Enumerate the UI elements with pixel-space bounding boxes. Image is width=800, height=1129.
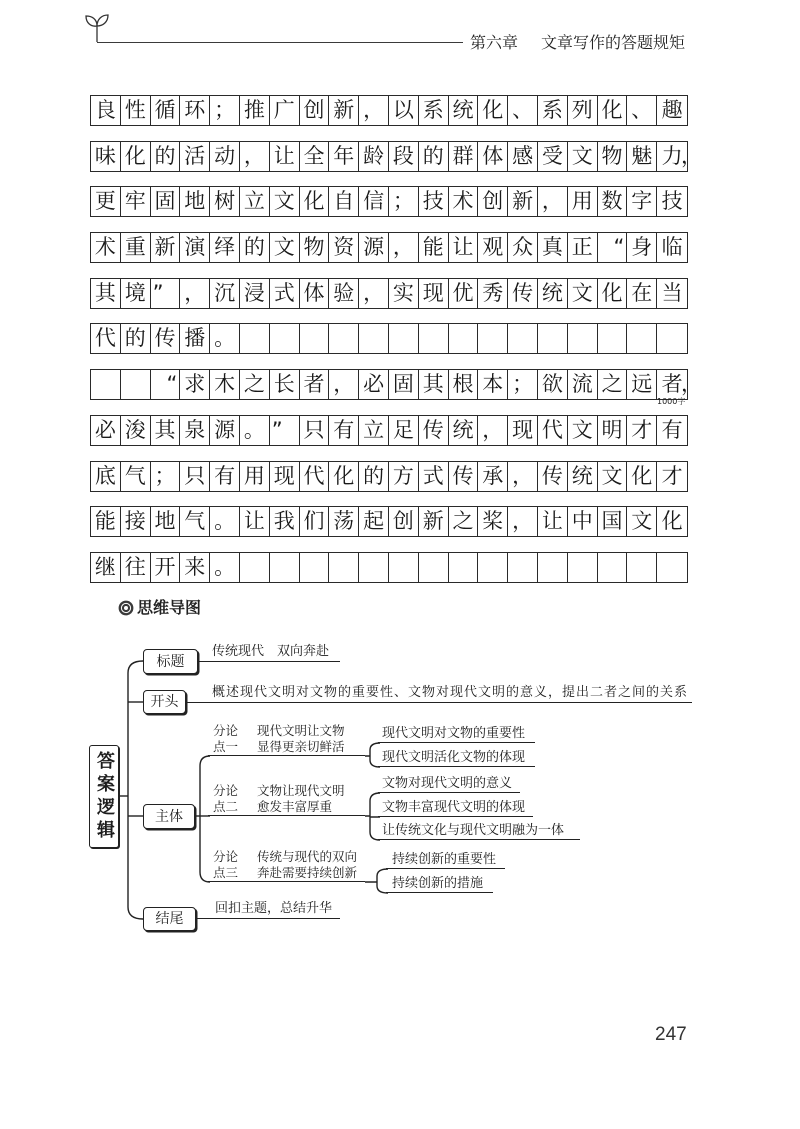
point-description: 奔赴需要持续创新 bbox=[257, 865, 358, 880]
grid-cell: 来 bbox=[180, 553, 210, 582]
grid-cell: 数 bbox=[598, 187, 628, 216]
grid-cell: 播 bbox=[180, 324, 210, 353]
grid-cell: 统 bbox=[568, 462, 598, 491]
grid-cell: ， bbox=[359, 279, 389, 308]
grid-cell: 足 bbox=[389, 416, 419, 445]
grid-cell: 自 bbox=[329, 187, 359, 216]
grid-cell bbox=[300, 324, 330, 353]
grid-cell: 推 bbox=[240, 96, 270, 125]
branch-text-title: 传统现代 双向奔赴 bbox=[198, 643, 340, 662]
point-3-bracket bbox=[365, 869, 388, 893]
grid-cell: 浚 bbox=[121, 416, 151, 445]
grid-cell: 能 bbox=[91, 507, 121, 536]
grid-cell: 式 bbox=[270, 279, 300, 308]
grid-cell: 开 bbox=[151, 553, 181, 582]
grid-cell: 国 bbox=[598, 507, 628, 536]
grid-cell: 传 bbox=[449, 462, 479, 491]
grid-cell bbox=[449, 324, 479, 353]
grid-cell: 有 bbox=[210, 462, 240, 491]
branch-box-body: 主体 bbox=[143, 804, 195, 829]
chapter-number: 第六章 bbox=[470, 33, 519, 52]
grid-cell: 创 bbox=[300, 96, 330, 125]
grid-cell: 的 bbox=[419, 142, 449, 171]
point-tag: 分论 bbox=[213, 723, 239, 738]
grid-cell bbox=[419, 324, 449, 353]
grid-cell: 的 bbox=[151, 142, 181, 171]
grid-cell: 欲 bbox=[538, 370, 568, 399]
grid-cell: 让 bbox=[240, 507, 270, 536]
grid-cell: 文 bbox=[568, 416, 598, 445]
mindmap-root-box bbox=[89, 745, 119, 848]
grid-cell: 绎 bbox=[210, 233, 240, 262]
grid-cell: 长 bbox=[270, 370, 300, 399]
grid-cell: 地 bbox=[151, 507, 181, 536]
grid-row bbox=[90, 369, 702, 400]
grid-cell: 其 bbox=[151, 416, 181, 445]
point-description: 愈发丰富厚重 bbox=[257, 799, 333, 814]
grid-cell: 感 bbox=[508, 142, 538, 171]
grid-row bbox=[90, 95, 688, 126]
grid-cell: 中 bbox=[568, 507, 598, 536]
grid-cell: ， bbox=[389, 233, 419, 262]
grid-cell: 力 bbox=[661, 143, 683, 168]
grid-cell: 。 bbox=[210, 324, 240, 353]
grid-cell: ； bbox=[210, 96, 240, 125]
grid-cell: 方 bbox=[389, 462, 419, 491]
grid-cell: 体 bbox=[478, 142, 508, 171]
grid-cell: 流 bbox=[568, 370, 598, 399]
grid-row bbox=[90, 461, 688, 492]
grid-cell: 新 bbox=[329, 96, 359, 125]
grid-cell: 术 bbox=[449, 187, 479, 216]
grid-cell: 、 bbox=[508, 96, 538, 125]
sprout-icon bbox=[84, 10, 110, 44]
hanging-punctuation: ， bbox=[681, 143, 702, 168]
grid-cell: 活 bbox=[180, 142, 210, 171]
grid-cell: 境 bbox=[121, 279, 151, 308]
grid-cell: 资 bbox=[329, 233, 359, 262]
branch-text-opening: 概述现代文明对文物的重要性、文物对现代文明的意义，提出二者之间的关系 bbox=[186, 684, 692, 703]
grid-cell: 我 bbox=[270, 507, 300, 536]
grid-cell: 秀 bbox=[478, 279, 508, 308]
grid-cell bbox=[270, 324, 300, 353]
grid-cell: 系 bbox=[538, 96, 568, 125]
grid-cell: 验 bbox=[329, 279, 359, 308]
grid-row bbox=[90, 415, 688, 446]
grid-cell: 统 bbox=[449, 416, 479, 445]
grid-cell: 必 bbox=[91, 416, 121, 445]
grid-cell: ； bbox=[151, 462, 181, 491]
grid-cell: 接 bbox=[121, 507, 151, 536]
grid-cell: 物 bbox=[598, 142, 628, 171]
grid-cell bbox=[568, 553, 598, 582]
circle-emblem-icon bbox=[118, 600, 134, 616]
grid-cell: ， bbox=[508, 507, 538, 536]
grid-cell: 化 bbox=[598, 96, 628, 125]
grid-cell: ， bbox=[359, 96, 389, 125]
running-header bbox=[470, 33, 685, 53]
grid-cell: 木 bbox=[210, 370, 240, 399]
grid-cell bbox=[627, 324, 657, 353]
grid-cell: 物 bbox=[300, 233, 330, 262]
grid-cell bbox=[538, 324, 568, 353]
grid-cell bbox=[478, 553, 508, 582]
grid-cell: 性 bbox=[121, 96, 151, 125]
header-rule bbox=[97, 42, 463, 43]
grid-cell: ； bbox=[389, 187, 419, 216]
grid-cell: 优 bbox=[449, 279, 479, 308]
grid-cell: ” bbox=[151, 279, 181, 308]
grid-cell: 桨 bbox=[478, 507, 508, 536]
hanging-punctuation: ， bbox=[681, 372, 702, 397]
grid-cell: 。 bbox=[240, 416, 270, 445]
grid-cell: 重 bbox=[121, 233, 151, 262]
grid-cell: 信 bbox=[359, 187, 389, 216]
grid-cell: 化 bbox=[478, 96, 508, 125]
point-description: 显得更亲切鲜活 bbox=[257, 739, 345, 754]
grid-cell bbox=[389, 324, 419, 353]
grid-row bbox=[90, 506, 688, 537]
grid-cell: ， bbox=[508, 462, 538, 491]
grid-cell: 用 bbox=[568, 187, 598, 216]
grid-cell: 在 bbox=[627, 279, 657, 308]
grid-cell: 文 bbox=[568, 279, 598, 308]
grid-cell: 以 bbox=[389, 96, 419, 125]
grid-cell: 用 bbox=[240, 462, 270, 491]
grid-cell: 之 bbox=[240, 370, 270, 399]
grid-cell: 术 bbox=[91, 233, 121, 262]
grid-cell: 化 bbox=[661, 509, 683, 534]
grid-cell: 泉 bbox=[180, 416, 210, 445]
grid-cell: 环 bbox=[180, 96, 210, 125]
grid-cell: 魅 bbox=[627, 142, 657, 171]
point-tag: 点一 bbox=[213, 739, 239, 754]
grid-cell: 。 bbox=[210, 553, 240, 582]
essay-grid bbox=[90, 95, 702, 583]
grid-cell: 传 bbox=[419, 416, 449, 445]
body-point-3 bbox=[208, 847, 365, 882]
mindmap-heading: 思维导图 bbox=[137, 598, 202, 617]
grid-cell: “ bbox=[151, 370, 181, 399]
grid-cell bbox=[359, 324, 389, 353]
grid-cell: ； bbox=[508, 370, 538, 399]
grid-cell: 系 bbox=[419, 96, 449, 125]
grid-cell bbox=[419, 553, 449, 582]
grid-cell bbox=[121, 370, 151, 399]
grid-row bbox=[90, 232, 688, 263]
grid-cell: 的 bbox=[359, 462, 389, 491]
grid-cell bbox=[270, 553, 300, 582]
grid-cell: 创 bbox=[389, 507, 419, 536]
grid-cell: 传 bbox=[151, 324, 181, 353]
grid-cell: 传 bbox=[538, 462, 568, 491]
grid-cell: ， bbox=[329, 370, 359, 399]
grid-cell: 其 bbox=[91, 279, 121, 308]
point-description: 文物让现代文明 bbox=[257, 783, 345, 798]
grid-cell: 其 bbox=[419, 370, 449, 399]
point-2-item: 让传统文化与现代文明融为一体 bbox=[378, 823, 580, 840]
grid-cell bbox=[478, 324, 508, 353]
grid-cell bbox=[449, 553, 479, 582]
grid-cell: 全 bbox=[300, 142, 330, 171]
point-3-item: 持续创新的措施 bbox=[386, 876, 493, 893]
grid-cell: 真 bbox=[538, 233, 568, 262]
grid-cell: 的 bbox=[121, 324, 151, 353]
grid-cell: 现 bbox=[419, 279, 449, 308]
grid-cell: 化 bbox=[121, 142, 151, 171]
grid-cell: 新 bbox=[508, 187, 538, 216]
grid-cell: 让 bbox=[449, 233, 479, 262]
grid-cell: 文 bbox=[627, 507, 657, 536]
grid-cell: 当 bbox=[661, 280, 683, 305]
grid-cell bbox=[657, 324, 687, 353]
grid-row bbox=[90, 141, 702, 172]
grid-cell bbox=[329, 324, 359, 353]
grid-cell: 们 bbox=[300, 507, 330, 536]
grid-cell: 者 bbox=[300, 370, 330, 399]
grid-cell: 只 bbox=[300, 416, 330, 445]
grid-cell: 地 bbox=[180, 187, 210, 216]
grid-cell: 演 bbox=[180, 233, 210, 262]
grid-cell: 源 bbox=[210, 416, 240, 445]
grid-cell bbox=[91, 370, 121, 399]
main-bracket bbox=[128, 661, 143, 919]
grid-cell: 广 bbox=[270, 96, 300, 125]
grid-cell: 技 bbox=[661, 189, 683, 214]
grid-cell: 统 bbox=[449, 96, 479, 125]
grid-cell bbox=[508, 553, 538, 582]
branch-box-opening: 开头 bbox=[143, 690, 186, 714]
grid-cell: 现 bbox=[508, 416, 538, 445]
grid-cell: 身 bbox=[627, 233, 657, 262]
grid-cell: 新 bbox=[419, 507, 449, 536]
grid-cell: 立 bbox=[359, 416, 389, 445]
grid-cell bbox=[329, 553, 359, 582]
grid-cell: 根 bbox=[449, 370, 479, 399]
grid-cell bbox=[598, 324, 628, 353]
grid-cell: 现 bbox=[270, 462, 300, 491]
grid-cell: 新 bbox=[151, 233, 181, 262]
grid-cell: 文 bbox=[568, 142, 598, 171]
grid-cell: 段 bbox=[389, 142, 419, 171]
grid-cell: 沉 bbox=[210, 279, 240, 308]
chapter-title: 文章写作的答题规矩 bbox=[541, 33, 686, 52]
grid-cell: 求 bbox=[180, 370, 210, 399]
grid-cell: 正 bbox=[568, 233, 598, 262]
grid-cell: 之 bbox=[598, 370, 628, 399]
grid-cell: 有 bbox=[329, 416, 359, 445]
grid-row bbox=[90, 323, 688, 354]
grid-cell: 众 bbox=[508, 233, 538, 262]
grid-cell: 临 bbox=[661, 235, 683, 260]
grid-cell: 远 bbox=[627, 370, 657, 399]
branch-text-ending: 回扣主题，总结升华 bbox=[196, 900, 340, 919]
grid-cell: 字 bbox=[627, 187, 657, 216]
grid-cell: 让 bbox=[270, 142, 300, 171]
grid-cell: 年 bbox=[329, 142, 359, 171]
grid-cell bbox=[627, 553, 657, 582]
grid-cell: 有 bbox=[661, 417, 683, 442]
grid-cell: 气 bbox=[180, 507, 210, 536]
grid-cell: 化 bbox=[627, 462, 657, 491]
grid-cell: 文 bbox=[598, 462, 628, 491]
grid-cell: 明 bbox=[598, 416, 628, 445]
grid-cell: 代 bbox=[300, 462, 330, 491]
grid-cell bbox=[598, 553, 628, 582]
branch-box-ending: 结尾 bbox=[143, 907, 196, 931]
body-point-2 bbox=[208, 781, 365, 816]
point-tag: 点二 bbox=[213, 799, 239, 814]
grid-cell: 之 bbox=[449, 507, 479, 536]
grid-cell bbox=[568, 324, 598, 353]
grid-cell: 继 bbox=[91, 553, 121, 582]
grid-cell: 的 bbox=[240, 233, 270, 262]
grid-cell: 牢 bbox=[121, 187, 151, 216]
grid-cell: 更 bbox=[91, 187, 121, 216]
grid-row bbox=[90, 552, 688, 583]
grid-cell bbox=[359, 553, 389, 582]
grid-cell: ， bbox=[538, 187, 568, 216]
page-number: 247 bbox=[655, 1024, 687, 1045]
grid-cell: ， bbox=[478, 416, 508, 445]
grid-row bbox=[90, 186, 688, 217]
point-1-item: 现代文明对文物的重要性 bbox=[378, 726, 535, 743]
grid-cell: 化 bbox=[598, 279, 628, 308]
grid-cell: 循 bbox=[151, 96, 181, 125]
point-1-item: 现代文明活化文物的体现 bbox=[378, 750, 535, 767]
grid-cell: 才 bbox=[627, 416, 657, 445]
grid-cell: 能 bbox=[419, 233, 449, 262]
grid-cell: 代 bbox=[538, 416, 568, 445]
grid-cell: 观 bbox=[478, 233, 508, 262]
grid-cell: 只 bbox=[180, 462, 210, 491]
grid-cell bbox=[240, 324, 270, 353]
grid-cell: 立 bbox=[240, 187, 270, 216]
grid-cell bbox=[389, 553, 419, 582]
grid-cell: 创 bbox=[478, 187, 508, 216]
grid-cell: 者 bbox=[661, 372, 683, 397]
grid-cell: 底 bbox=[91, 462, 121, 491]
grid-row bbox=[90, 278, 688, 309]
grid-cell: 化 bbox=[300, 187, 330, 216]
grid-cell bbox=[508, 324, 538, 353]
grid-cell: 受 bbox=[538, 142, 568, 171]
point-2-item: 文物丰富现代文明的体现 bbox=[378, 800, 533, 817]
point-tag: 点三 bbox=[213, 865, 239, 880]
grid-cell: 统 bbox=[538, 279, 568, 308]
grid-cell: 传 bbox=[508, 279, 538, 308]
grid-cell: 固 bbox=[151, 187, 181, 216]
grid-cell: 文 bbox=[270, 233, 300, 262]
grid-cell: 良 bbox=[91, 96, 121, 125]
grid-cell: 群 bbox=[449, 142, 479, 171]
grid-cell bbox=[300, 553, 330, 582]
branch-box-title: 标题 bbox=[143, 649, 198, 674]
grid-cell: 浸 bbox=[240, 279, 270, 308]
grid-cell: 趣 bbox=[661, 98, 683, 122]
grid-cell: 。 bbox=[210, 507, 240, 536]
point-tag: 分论 bbox=[213, 849, 239, 864]
point-description: 现代文明让文物 bbox=[257, 723, 345, 738]
grid-cell: ， bbox=[240, 142, 270, 171]
grid-cell: 荡 bbox=[329, 507, 359, 536]
grid-cell: 列 bbox=[568, 96, 598, 125]
grid-cell: 本 bbox=[478, 370, 508, 399]
grid-cell: 化 bbox=[329, 462, 359, 491]
grid-cell: 承 bbox=[478, 462, 508, 491]
grid-cell: ” bbox=[270, 416, 300, 445]
mindmap-root-label: 答案逻辑 bbox=[94, 750, 115, 843]
grid-cell: 代 bbox=[91, 324, 121, 353]
word-count-mark: 1000字 bbox=[657, 397, 686, 406]
grid-cell bbox=[657, 553, 687, 582]
point-tag: 分论 bbox=[213, 783, 239, 798]
grid-cell: ， bbox=[180, 279, 210, 308]
grid-cell: 实 bbox=[389, 279, 419, 308]
point-description: 传统与现代的双向 bbox=[257, 849, 358, 864]
grid-cell: 起 bbox=[359, 507, 389, 536]
grid-cell: 龄 bbox=[359, 142, 389, 171]
grid-cell: 、 bbox=[627, 96, 657, 125]
grid-cell: 树 bbox=[210, 187, 240, 216]
grid-cell: “ bbox=[598, 233, 628, 262]
grid-cell: 固 bbox=[389, 370, 419, 399]
point-2-item: 文物对现代文明的意义 bbox=[378, 776, 520, 793]
grid-cell: 必 bbox=[359, 370, 389, 399]
grid-cell: 往 bbox=[121, 553, 151, 582]
body-point-1 bbox=[208, 721, 365, 756]
grid-cell: 文 bbox=[270, 187, 300, 216]
grid-cell: 气 bbox=[121, 462, 151, 491]
grid-cell: 让 bbox=[538, 507, 568, 536]
grid-cell: 源 bbox=[359, 233, 389, 262]
grid-cell: 才 bbox=[661, 463, 683, 488]
grid-cell: 味 bbox=[91, 142, 121, 171]
grid-cell bbox=[538, 553, 568, 582]
grid-cell: 体 bbox=[300, 279, 330, 308]
grid-cell bbox=[240, 553, 270, 582]
grid-cell: 动 bbox=[210, 142, 240, 171]
grid-cell: 技 bbox=[419, 187, 449, 216]
point-3-item: 持续创新的重要性 bbox=[386, 852, 505, 869]
grid-cell: 式 bbox=[419, 462, 449, 491]
